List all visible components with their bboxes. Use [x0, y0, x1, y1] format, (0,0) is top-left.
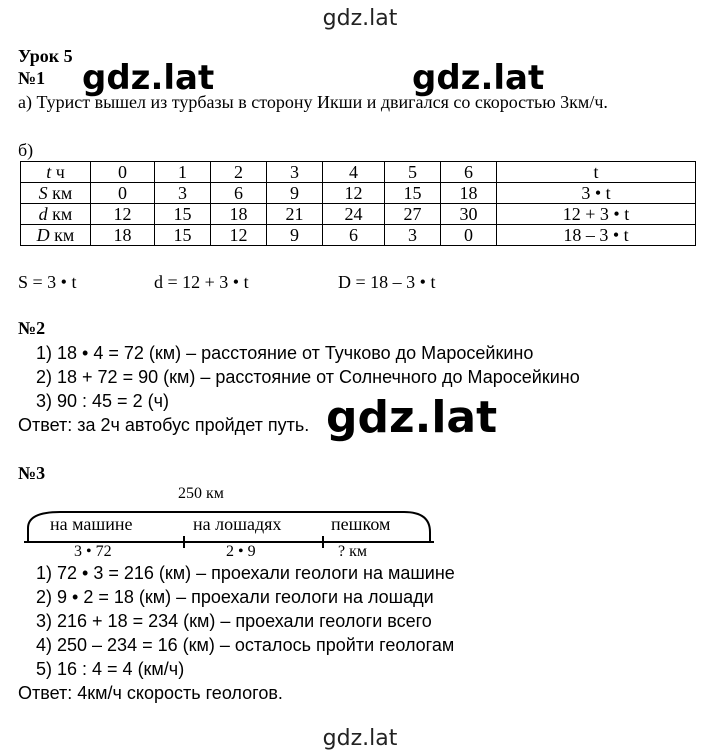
- watermark-top: gdz.lat: [322, 6, 398, 31]
- table-cell: 0: [441, 225, 497, 246]
- table-cell: 21: [267, 204, 323, 225]
- table-cell: 18 – 3 • t: [497, 225, 696, 246]
- table-row: [21, 204, 696, 225]
- diagram-segment-horses: на лошадях: [193, 514, 282, 534]
- table-row-header: [21, 162, 91, 183]
- task1-part-b: б): [18, 140, 34, 160]
- row-unit: км: [49, 225, 75, 245]
- watermark-bottom: gdz.lat: [322, 726, 398, 751]
- watermark-inline-2: gdz.lat: [412, 58, 545, 98]
- table-cell: 4: [323, 162, 385, 183]
- table-cell: 18: [441, 183, 497, 204]
- table-cell: 18: [91, 225, 155, 246]
- formula-s: S = 3 • t: [18, 272, 77, 292]
- table-cell: 15: [155, 225, 211, 246]
- table-cell: 1: [155, 162, 211, 183]
- table-cell: 12 + 3 • t: [497, 204, 696, 225]
- diagram-below-car: 3 • 72: [74, 543, 112, 560]
- task3-step-2: 2) 9 • 2 = 18 (км) – проехали геологи на лошади: [36, 587, 434, 607]
- table-cell: 3: [155, 183, 211, 204]
- table-cell: 0: [91, 183, 155, 204]
- table-cell: 5: [385, 162, 441, 183]
- table-cell: 9: [267, 183, 323, 204]
- formula-d: d = 12 + 3 • t: [154, 272, 249, 292]
- diagram-segment-walk: пешком: [331, 514, 391, 534]
- task1-table: [20, 161, 696, 246]
- table-cell: 15: [155, 204, 211, 225]
- row-variable: d: [38, 204, 48, 224]
- table-cell: 18: [211, 204, 267, 225]
- table-cell: 2: [211, 162, 267, 183]
- table-cell: 24: [323, 204, 385, 225]
- task3-step-4: 4) 250 – 234 = 16 (км) – осталось пройти геологам: [36, 635, 455, 655]
- table-cell: 3: [267, 162, 323, 183]
- diagram-segment-car: на машине: [50, 514, 133, 534]
- table-cell: 3 • t: [497, 183, 696, 204]
- table-cell: 9: [267, 225, 323, 246]
- task2-step-1: 1) 18 • 4 = 72 (км) – расстояние от Тучково до Маросейкино: [36, 343, 534, 363]
- table-cell: 12: [91, 204, 155, 225]
- row-unit: км: [47, 204, 73, 224]
- table-row: [21, 183, 696, 204]
- task2-number: №2: [18, 318, 46, 338]
- lesson-title: Урок 5: [18, 46, 73, 66]
- row-variable: t: [46, 162, 52, 182]
- table-row: [21, 225, 696, 246]
- table-row-header: [21, 183, 91, 204]
- table-cell: 30: [441, 204, 497, 225]
- row-variable: D: [36, 225, 50, 245]
- row-unit: ч: [51, 162, 65, 182]
- table-row-header: [21, 204, 91, 225]
- table-cell: 0: [91, 162, 155, 183]
- formula-big-d: D = 18 – 3 • t: [338, 272, 436, 292]
- task2-step-3: 3) 90 : 45 = 2 (ч): [36, 391, 169, 411]
- table-cell: 6: [441, 162, 497, 183]
- task1-number: №1: [18, 68, 46, 88]
- watermark-inline-1: gdz.lat: [82, 58, 215, 98]
- task2-answer: Ответ: за 2ч автобус пройдет путь.: [18, 415, 310, 435]
- table-cell: 12: [323, 183, 385, 204]
- table-cell: 6: [211, 183, 267, 204]
- diagram-total: 250 км: [178, 485, 224, 502]
- task3-step-5: 5) 16 : 4 = 4 (км/ч): [36, 659, 185, 679]
- task3-step-1: 1) 72 • 3 = 216 (км) – проехали геологи на машине: [36, 563, 455, 583]
- table-cell: 12: [211, 225, 267, 246]
- table-cell: t: [497, 162, 696, 183]
- table-row: [21, 162, 696, 183]
- row-variable: S: [38, 183, 48, 203]
- table-cell: 3: [385, 225, 441, 246]
- watermark-inline-3: gdz.lat: [326, 392, 498, 443]
- row-unit: км: [47, 183, 73, 203]
- task2-step-2: 2) 18 + 72 = 90 (км) – расстояние от Солнечного до Маросейкино: [36, 367, 580, 387]
- task1-part-a: а) Турист вышел из турбазы в сторону Икши и двигался со скоростью 3км/ч.: [18, 92, 608, 112]
- diagram-below-horses: 2 • 9: [226, 543, 256, 560]
- table-cell: 6: [323, 225, 385, 246]
- task3-number: №3: [18, 463, 46, 483]
- table-row-header: [21, 225, 91, 246]
- task3-step-3: 3) 216 + 18 = 234 (км) – проехали геологи всего: [36, 611, 432, 631]
- diagram-below-walk: ? км: [338, 543, 367, 560]
- task3-answer: Ответ: 4км/ч скорость геологов.: [18, 683, 283, 703]
- table-cell: 15: [385, 183, 441, 204]
- table-cell: 27: [385, 204, 441, 225]
